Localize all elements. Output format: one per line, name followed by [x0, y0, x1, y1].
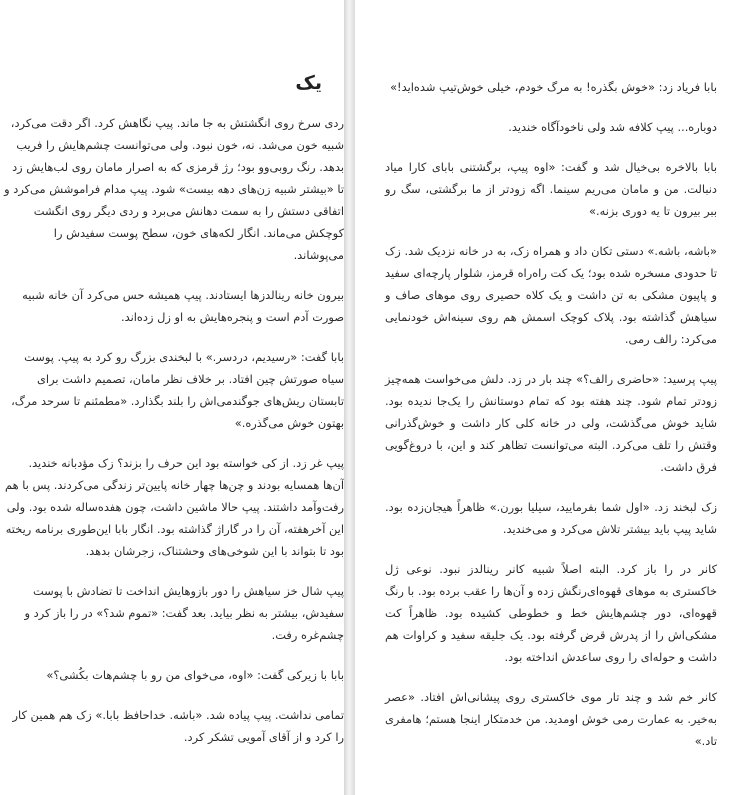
- paragraph: بابا بالاخره بی‌خیال شد و گفت: «اوه پیپ، برگشتنی بابای کارا میاد دنبالت. من و مامان می‌ریم سینما. اگه زودتر از ما برگشتی، سگ رو ببر بیرون تا یه دوری بزنه.»: [385, 160, 717, 218]
- paragraph: ردی سرخ روی انگشتش به جا ماند. پیپ نگاهش کرد. اگر دقت می‌کرد، شبیه خون می‌شد. نه، خون نبود. ولی می‌توانست چشم‌هایش را فریب بدهد. رنگ روبی‌وو بود؛ رژ قرمزی که به اصرار مامان روی لب‌هایش زد تا «بیشتر شبیه زن‌های دهه بیست» شود. پیپ مدام فراموشش می‌کرد و اتفاقی دستش را به سمت دهانش می‌برد و ردی دیگر روی انگشت کوچکش می‌ماند. انگار لکه‌های خون، سطح پوست سفیدش را می‌پوشاند.: [4, 116, 344, 262]
- paragraph: بیرون خانه رینالدزها ایستادند. پیپ همیشه حس می‌کرد آن خانه شبیه صورت آدم است و پنجره‌هایش به او زل زده‌اند.: [22, 288, 344, 324]
- paragraph: تمامی نداشت. پیپ پیاده شد. «باشه. خداحافظ بابا.» زک هم همین کار را کرد و از آقای آمویی تشکر کرد.: [12, 708, 344, 744]
- paragraph: بابا با زیرکی گفت: «اوه، می‌خوای من رو با چشم‌هات بکُشی؟»: [46, 668, 344, 682]
- paragraph: کانر در را باز کرد. البته اصلاً شبیه کانر رینالدز نبود. نوعی ژل خاکستری به موهای قهوه‌ای‌رنگش زده و آن‌ها را عقب برده بود. با رنگ قهوه‌ای، دور چشم‌هایش خط و خطوطی کشیده بود. ظاهراً کت مشکی‌اش را از پدرش قرض گرفته بود. یک جلیقه سفید و کراوات هم داشت و حوله‌ای را روی ساعدش انداخته بود.: [385, 562, 717, 664]
- left-page-text: [4, 112, 344, 766]
- paragraph: بابا گفت: «رسیدیم، دردسر.» با لبخندی بزرگ رو کرد به پیپ. پوست سیاه صورتش چین افتاد. بر خلاف نظر مامان، تصمیم داشت برای تابستان ریش‌های جوگندمی‌اش را بلند بگذارد. «مطمئنم تا سرحد مرگ، بهتون خوش می‌گذره.»: [11, 350, 344, 430]
- paragraph: بابا فریاد زد: «خوش بگذره! به مرگ خودم، خیلی خوش‌تیپ شده‌اید!»: [390, 80, 717, 94]
- paragraph: پیپ پرسید: «حاضری رالف؟» چند بار در زد. دلش می‌خواست همه‌چیز زودتر تمام شود. چند هفته بود که تمام دوستانش را یک‌جا ندیده بود. شاید خوش می‌گذشت، ولی در خانه کلی کار داشت و خوش‌گذرانی وقتش را تلف می‌کرد. البته می‌توانست تظاهر کند و این، با دروغ‌گویی فرق داشت.: [385, 372, 717, 474]
- paragraph: کانر خم شد و چند تار موی خاکستری روی پیشانی‌اش افتاد. «عصر به‌خیر. به عمارت رمی خوش اومدید. من خدمتکار اینجا هستم؛ هامفری تاد.»: [385, 690, 717, 748]
- chapter-title: یک: [295, 72, 322, 94]
- right-page-text: [385, 76, 717, 770]
- paragraph: دوباره... پیپ کلافه شد ولی ناخودآگاه خندید.: [508, 120, 717, 134]
- paragraph: پیپ غر زد. از کی خواسته بود این حرف را بزند؟ زک مؤدبانه خندید. آن‌ها همسایه بودند و چن‌ها چهار خانه پایین‌تر زندگی می‌کردند. پس با هم رفت‌وآمد داشتند. پیپ حالا ماشین داشت، چون هفده‌ساله شده بود. ولی این آخرهفته، آن را در گاراژ گذاشته بود. انگار بابا این‌طوری برنامه ریخته بود تا بتواند با این شوخی‌های وحشتناک، زجرشان بدهد.: [5, 456, 344, 558]
- book-gutter: [344, 0, 355, 795]
- right-page: [355, 0, 746, 795]
- paragraph: پیپ شال خز سیاهش را دور بازوهایش انداخت تا تضادش با پوست سفیدش، بیشتر به نظر بیاید. بعد گفت: «تموم شد؟» در را باز کرد و چشم‌غره رفت.: [24, 584, 344, 642]
- left-page: [0, 0, 344, 795]
- paragraph: «باشه، باشه.» دستی تکان داد و همراه زک، به در خانه نزدیک شد. زک تا حدودی مسخره شده بود؛ یک کت راه‌راه قرمز، شلوار پارچه‌ای سفید و پاپیون مشکی به تن داشت و یک کلاه حصیری روی موهای صاف و سیاهش گذاشته بود. پلاک کوچک اسمش هم روی سینه‌اش خودنمایی می‌کرد: رالف رمی.: [385, 244, 717, 346]
- paragraph: زک لبخند زد. «اول شما بفرمایید، سیلیا بورن.» ظاهراً هیجان‌زده بود. شاید پیپ باید بیشتر تلاش می‌کرد و می‌خندید.: [385, 500, 717, 536]
